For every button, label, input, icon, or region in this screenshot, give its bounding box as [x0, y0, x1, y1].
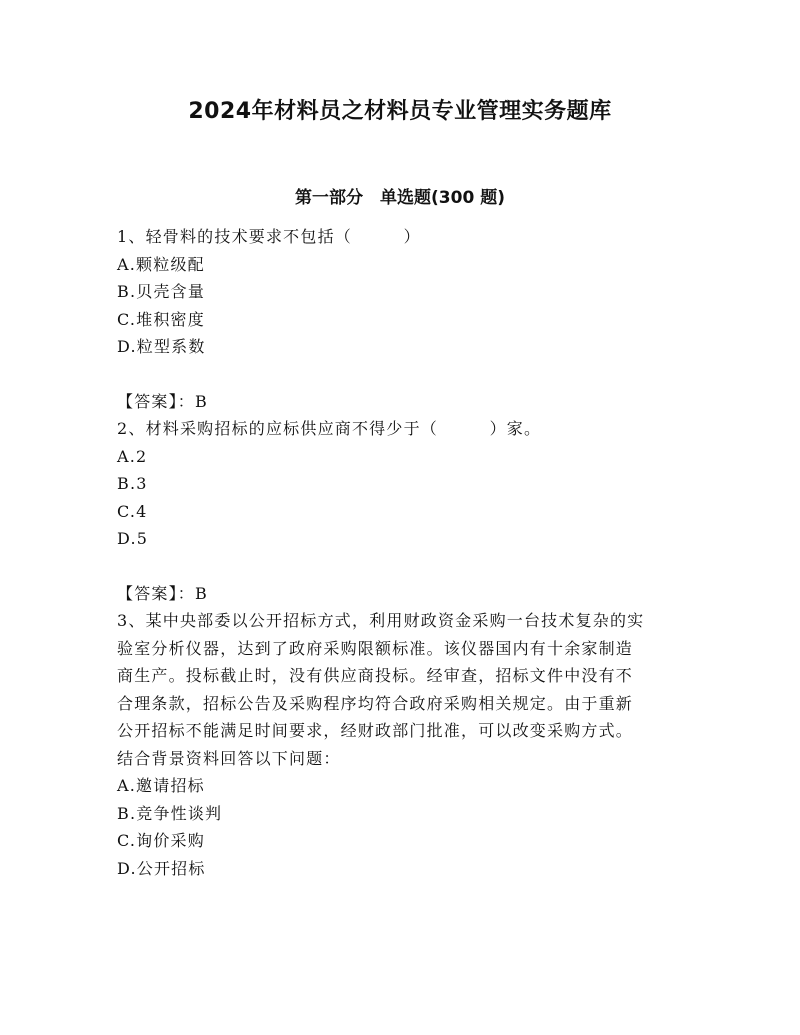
option-c: C.4 [117, 501, 148, 521]
question-stem-line: 结合背景资料回答以下问题： [117, 748, 341, 768]
option-b: B.竞争性谈判 [117, 803, 223, 823]
option-c: C.堆积密度 [117, 309, 205, 329]
option-b: B.贝壳含量 [117, 282, 206, 301]
question-1 [117, 223, 687, 415]
question-stem-line: 合理条款，招标公告及采购程序均符合政府采购相关规定。由于重新 [117, 693, 634, 713]
option-a: A.颗粒级配 [117, 254, 205, 274]
answer-line: 【答案】：B [117, 391, 208, 411]
document-title: 2024年材料员之材料员专业管理实务题库 [188, 99, 612, 124]
answer-line: 【答案】：B [117, 583, 208, 603]
question-stem: 2、材料采购招标的应标供应商不得少于（ ）家。 [117, 419, 542, 438]
question-stem: 1、轻骨料的技术要求不包括（ ） [117, 227, 421, 246]
section-title: 第一部分 单选题(300 题) [295, 188, 505, 208]
question-stem-line: 验室分析仪器，达到了政府采购限额标准。该仪器国内有十余家制造 [117, 638, 634, 658]
question-3 [117, 607, 687, 882]
option-d: D.公开招标 [117, 858, 206, 878]
question-stem-line: 3、某中央部委以公开招标方式，利用财政资金采购一台技术复杂的实 [117, 611, 645, 630]
option-d: D.5 [117, 529, 149, 548]
option-b: B.3 [117, 474, 148, 493]
question-2 [117, 415, 687, 607]
option-a: A.2 [117, 446, 148, 466]
spacer [117, 553, 687, 580]
option-a: A.邀请招标 [117, 776, 205, 795]
question-stem-line: 商生产。投标截止时，没有供应商投标。经审查，招标文件中没有不 [117, 666, 634, 685]
option-d: D.粒型系数 [117, 337, 206, 356]
spacer [117, 361, 687, 388]
option-c: C.询价采购 [117, 831, 205, 850]
question-stem-line: 公开招标不能满足时间要求，经财政部门批准，可以改变采购方式。 [117, 721, 634, 740]
question-list [117, 223, 687, 882]
